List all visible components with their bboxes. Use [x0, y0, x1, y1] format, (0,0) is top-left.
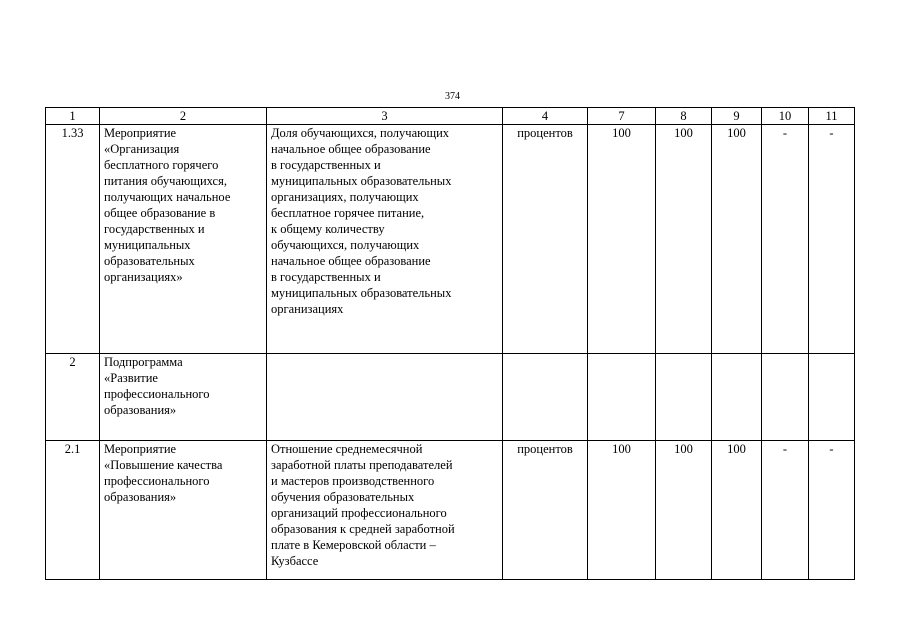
column-header: 3 [267, 108, 503, 125]
row-value-7 [588, 354, 656, 441]
row-value-10: - [762, 125, 809, 354]
table-header-row [46, 108, 855, 125]
row-value-11 [809, 354, 855, 441]
row-value-7: 100 [588, 125, 656, 354]
row-name: Мероприятие «Организация бесплатного горячего питания обучающихся, получающих начальное общее образование в государственных и муниципальных образовательных организациях» [100, 125, 267, 354]
row-value-11: - [809, 125, 855, 354]
row-value-10 [762, 354, 809, 441]
row-value-8 [656, 354, 712, 441]
column-header: 7 [588, 108, 656, 125]
row-name: Подпрограмма «Развитие профессионального образования» [100, 354, 267, 441]
row-value-11: - [809, 441, 855, 580]
column-header: 1 [46, 108, 100, 125]
row-value-8: 100 [656, 125, 712, 354]
row-value-9: 100 [712, 125, 762, 354]
column-header: 2 [100, 108, 267, 125]
table-row [46, 354, 855, 441]
page-number: 374 [445, 91, 460, 102]
column-header: 8 [656, 108, 712, 125]
column-header: 9 [712, 108, 762, 125]
row-name: Мероприятие «Повышение качества профессионального образования» [100, 441, 267, 580]
row-unit: процентов [503, 441, 588, 580]
indicator-table [45, 107, 855, 580]
column-header: 10 [762, 108, 809, 125]
row-value-8: 100 [656, 441, 712, 580]
row-indicator: Доля обучающихся, получающих начальное общее образование в государственных и муниципальных образовательных организациях, получающих бесплатное горячее питание, к общему количеству обучающихся, получающих начальное общее образование в государственных и муниципальных образовательных организациях [267, 125, 503, 354]
row-value-9 [712, 354, 762, 441]
row-indicator [267, 354, 503, 441]
row-value-10: - [762, 441, 809, 580]
row-unit: процентов [503, 125, 588, 354]
row-indicator: Отношение среднемесячной заработной платы преподавателей и мастеров производственного обучения образовательных организаций профессионального образования к средней заработной плате в Кемеровской области – Кузбассе [267, 441, 503, 580]
row-value-9: 100 [712, 441, 762, 580]
row-number: 2.1 [46, 441, 100, 580]
column-header: 11 [809, 108, 855, 125]
row-unit [503, 354, 588, 441]
row-number: 1.33 [46, 125, 100, 354]
table-row [46, 125, 855, 354]
row-value-7: 100 [588, 441, 656, 580]
column-header: 4 [503, 108, 588, 125]
table-row [46, 441, 855, 580]
row-number: 2 [46, 354, 100, 441]
